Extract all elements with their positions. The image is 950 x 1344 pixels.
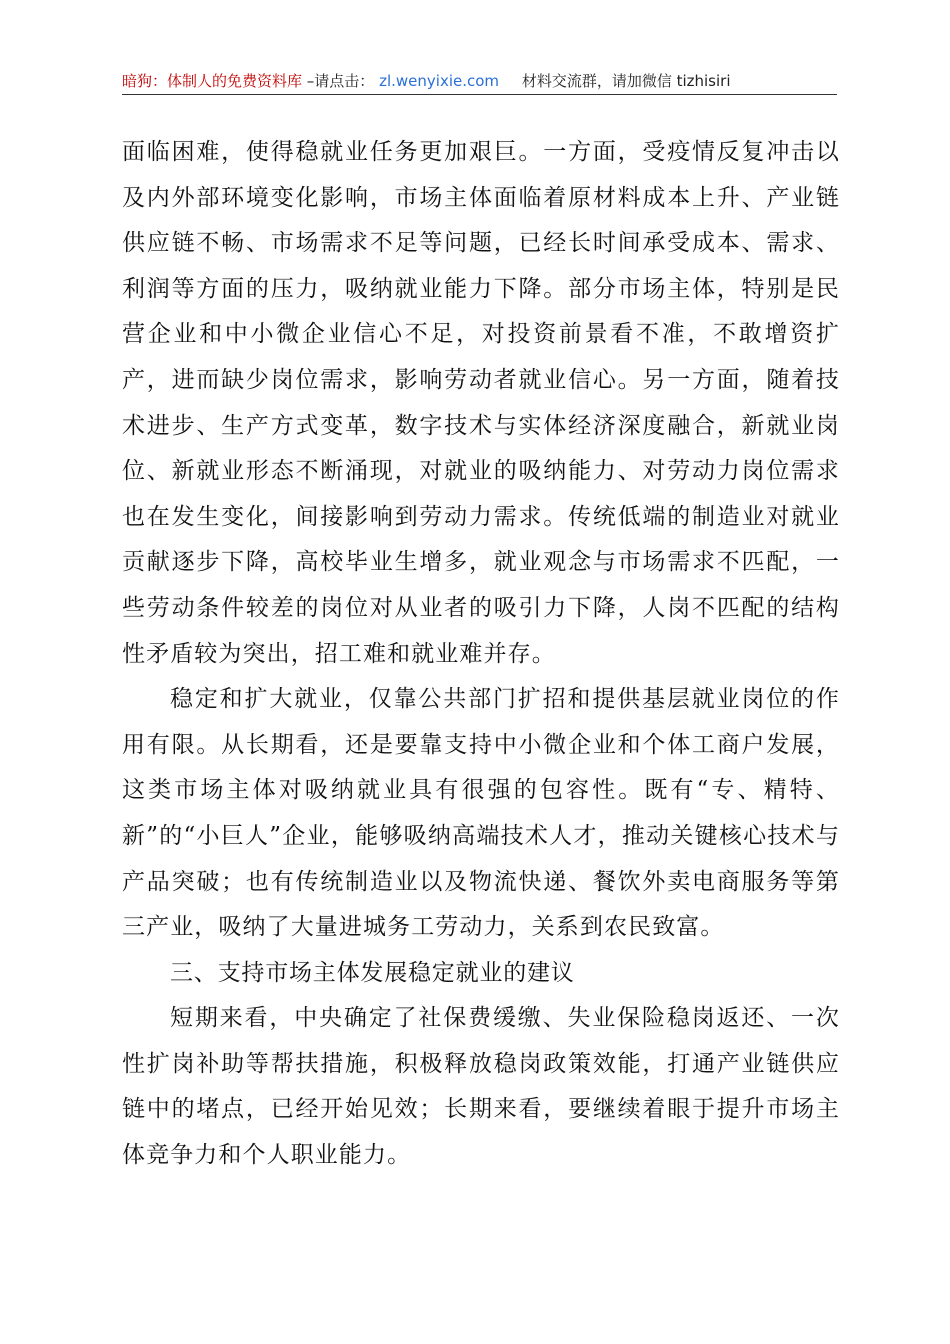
header-site-name: 暗狗：体制人的免费资料库: [122, 72, 303, 90]
body-paragraph-3: 短期来看，中央确定了社保费缓缴、失业保险稳岗返还、一次性扩岗补助等帮扶措施，积极释放稳岗政策效能，打通产业链供应链中的堵点，已经开始见效；长期来看，要继续着眼于提升市场主体竞争力和个人职业能力。: [122, 1005, 840, 1169]
page-header: [122, 70, 837, 94]
section-heading: 三、支持市场主体发展稳定就业的建议: [170, 959, 575, 986]
header-link[interactable]: zl.wenyixie.com: [379, 72, 500, 90]
document-body: [122, 130, 840, 1179]
header-click-prompt: –请点击：: [306, 72, 375, 90]
body-paragraph-1: 面临困难，使得稳就业任务更加艰巨。一方面，受疫情反复冲击以及内外部环境变化影响，市场主体面临着原材料成本上升、产业链供应链不畅、市场需求不足等问题，已经长时间承受成本、需求、利润等方面的压力，吸纳就业能力下降。部分市场主体，特别是民营企业和中小微企业信心不足，对投资前景看不准，不敢增资扩产，进而缺少岗位需求，影响劳动者就业信心。另一方面，随着技术进步、生产方式变革，数字技术与实体经济深度融合，新就业岗位、新就业形态不断涌现，对就业的吸纳能力、对劳动力岗位需求也在发生变化，间接影响到劳动力需求。传统低端的制造业对就业贡献逐步下降，高校毕业生增多，就业观念与市场需求不匹配，一些劳动条件较差的岗位对从业者的吸引力下降，人岗不匹配的结构性矛盾较为突出，招工难和就业难并存。: [122, 139, 840, 667]
header-divider: [122, 94, 837, 95]
header-wechat-note: 材料交流群，请加微信 tizhisiri: [521, 72, 731, 90]
body-paragraph-2: 稳定和扩大就业，仅靠公共部门扩招和提供基层就业岗位的作用有限。从长期看，还是要靠支持中小微企业和个体工商户发展，这类市场主体对吸纳就业具有很强的包容性。既有“专、精特、新”的“小巨人”企业，能够吸纳高端技术人才，推动关键核心技术与产品突破；也有传统制造业以及物流快递、餐饮外卖电商服务等第三产业，吸纳了大量进城务工劳动力，关系到农民致富。: [122, 686, 840, 941]
